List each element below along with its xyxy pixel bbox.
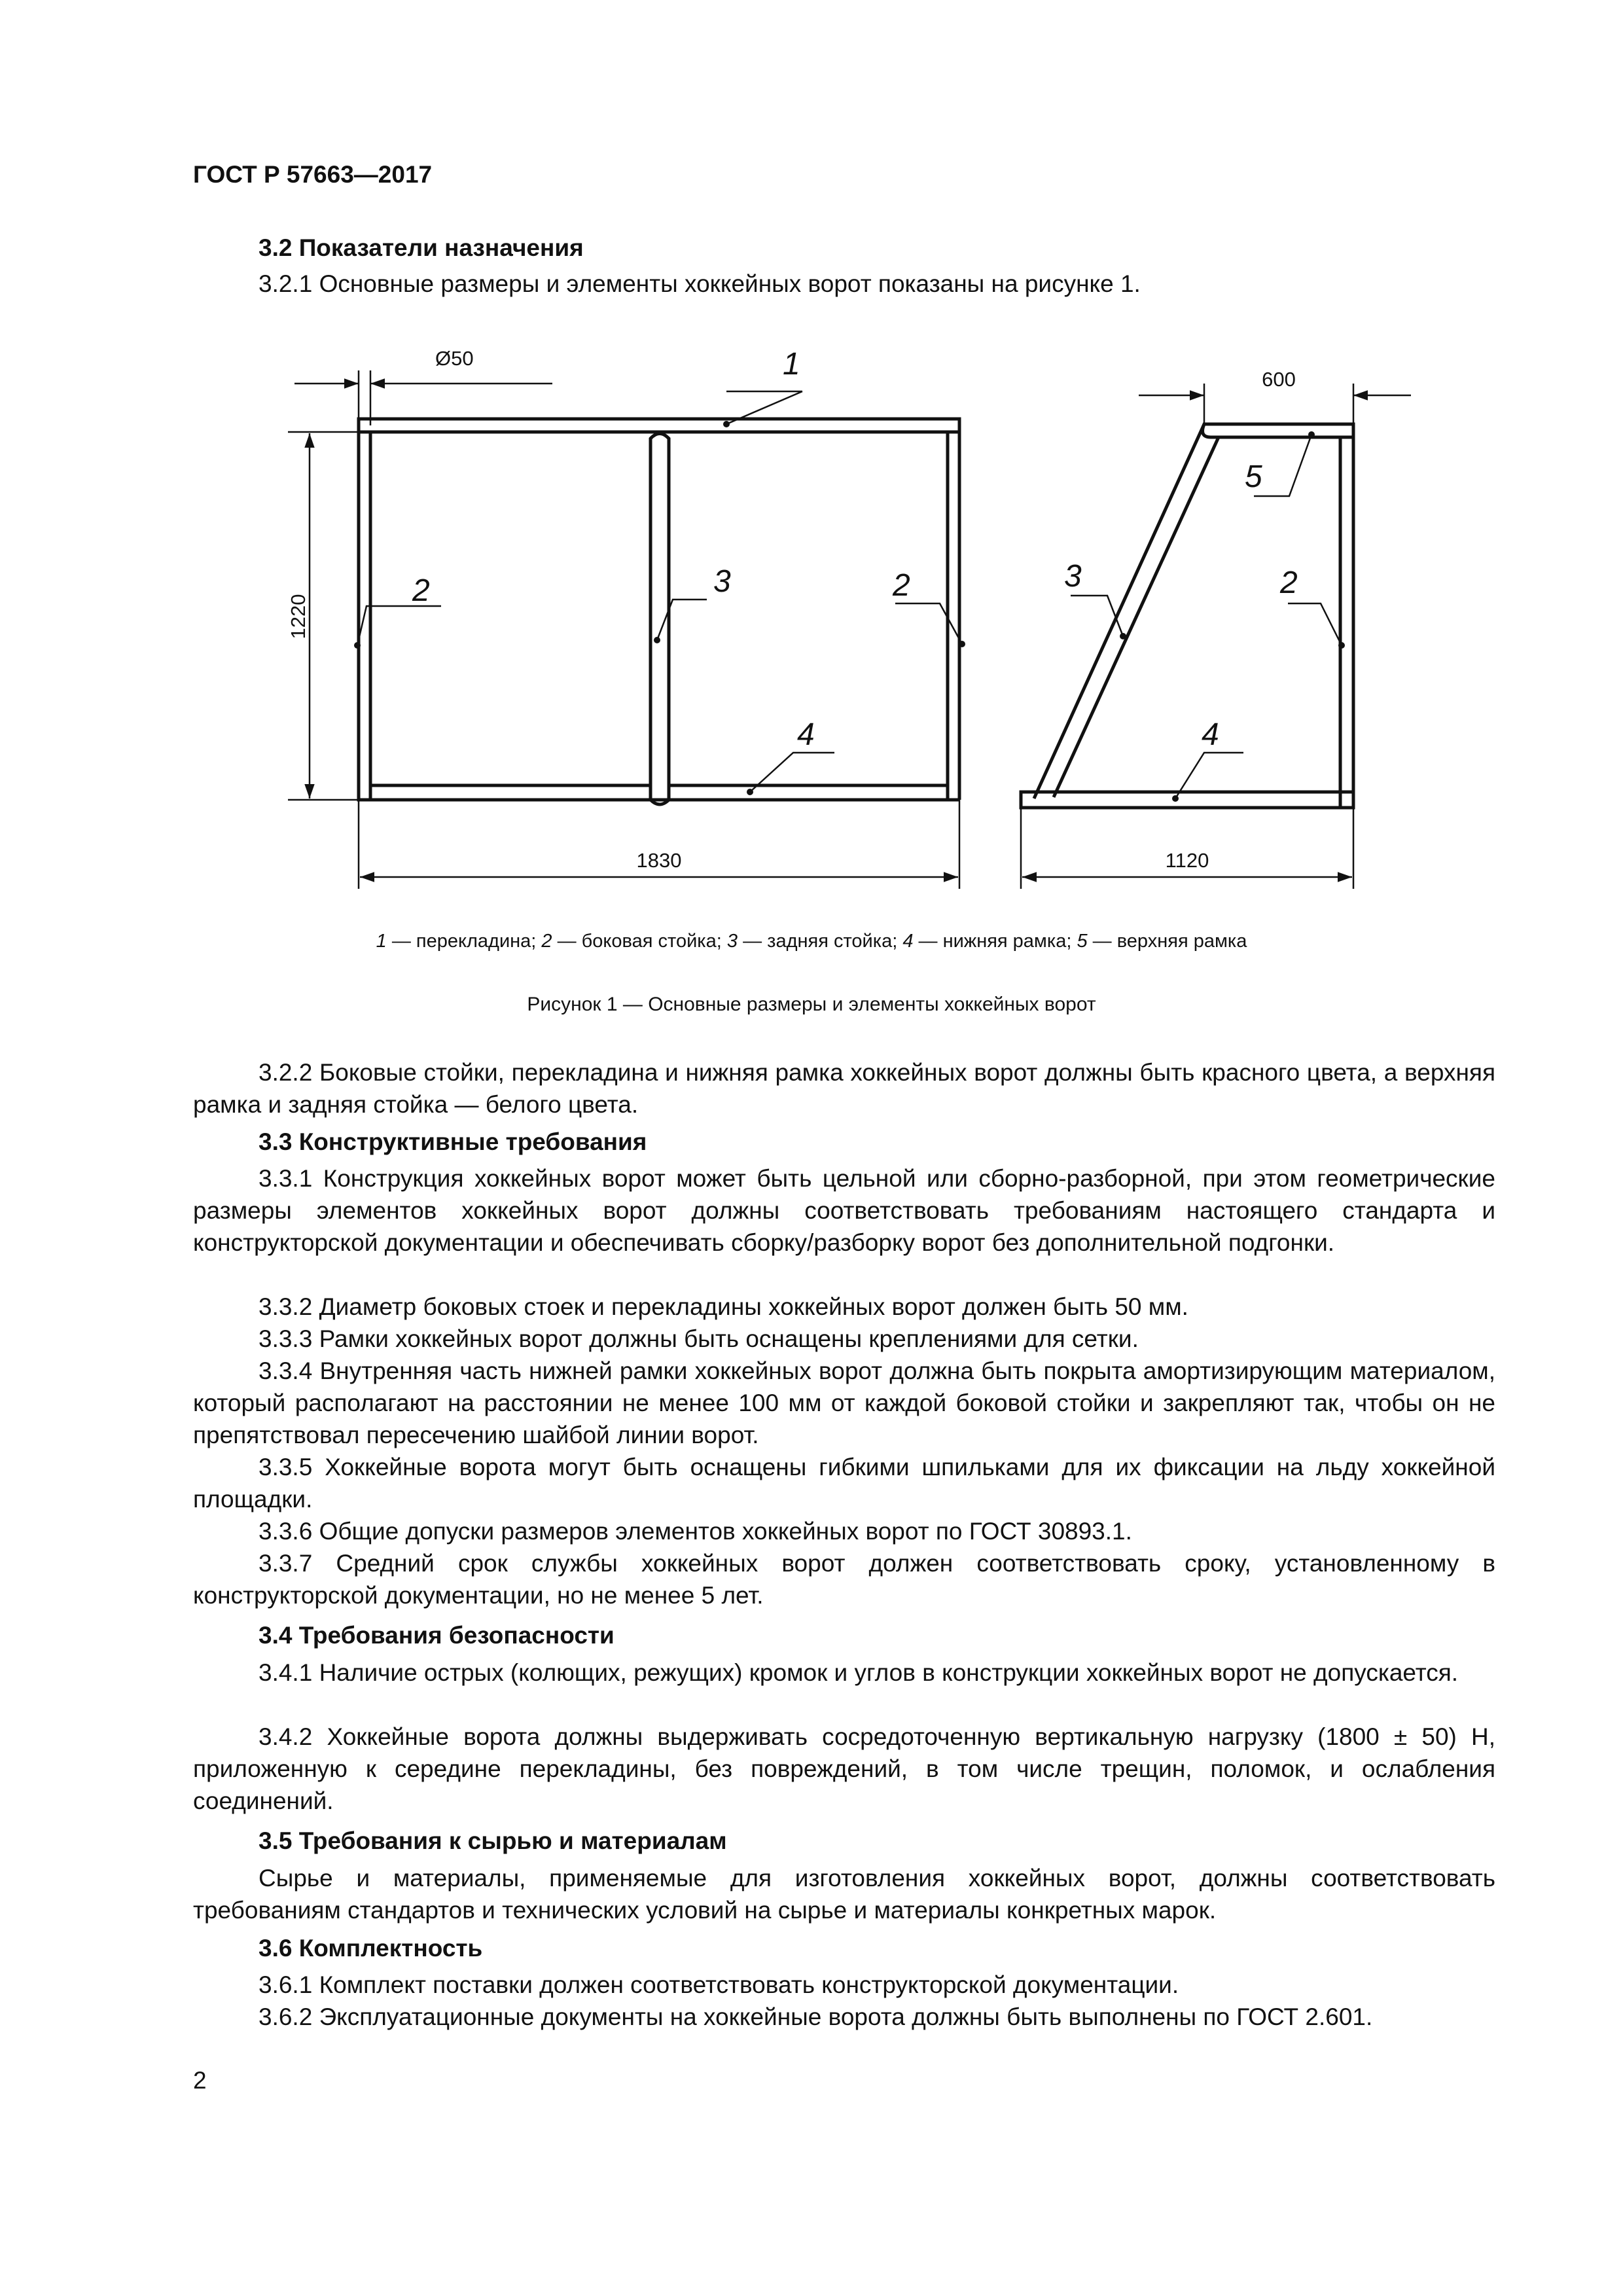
dim-width: 1830 [636,849,682,872]
top-frame [1203,424,1353,437]
paragraph-3-4-2: 3.4.2 Хоккейные ворота должны выдерживать сосредоточенную вертикальную нагрузку (1800 ± 50) Н, приложенную к середине перекладины, без повреждений, в том числе трещин, поломок, и ослабления соединений. [193,1723,1495,1814]
paragraph-3-4-1: 3.4.1 Наличие острых (колющих, режущих) кромок и углов в конструкции хоккейных ворот не допускается. [259,1659,1459,1686]
paragraph-3-3-4: 3.3.4 Внутренняя часть нижней рамки хоккейных ворот должна быть покрыта амортизирующим материалом, который располагают на расстоянии не менее 100 мм от каждой боковой стойки и закрепляют так, чтобы он не препятствовал пересечению шайбой линии ворот. [193,1357,1495,1448]
section-3-2-title: 3.2 Показатели назначения [259,234,584,261]
section-3-3-title: 3.3 Конструктивные требования [259,1128,647,1155]
leader-2-side [1288,603,1342,645]
leader-5 [1254,435,1311,496]
section-3-4-title: 3.4 Требования безопасности [259,1622,615,1649]
crossbar [359,419,959,432]
callout-5: 5 [1245,459,1262,494]
dim-diameter: Ø50 [435,347,474,370]
callout-2-right: 2 [893,568,910,603]
figure-caption: Рисунок 1 — Основные размеры и элементы хоккейных ворот [527,994,1096,1015]
leader-3-side [1071,596,1123,636]
dim-height: 1220 [287,594,310,639]
callout-3-side: 3 [1064,559,1082,594]
paragraph-3-6-1: 3.6.1 Комплект поставки должен соответствовать конструкторской документации. [259,1971,1179,1998]
bottom-frame-side-view [1021,792,1353,808]
dim-top-depth: 600 [1262,368,1296,391]
figure-legend: 1 — перекладина; 2 — боковая стойка; 3 — задняя стойка; 4 — нижняя рамка; 5 — верхняя рамка [376,931,1247,952]
paragraph-3-5: Сырье и материалы, применяемые для изготовления хоккейных ворот, должны соответствовать требованиям стандартов и технических условий на сырье и материалы конкретных марок. [193,1865,1495,1924]
callout-4-front: 4 [797,717,815,752]
paragraph-3-6-2: 3.6.2 Эксплуатационные документы на хоккейные ворота должны быть выполнены по ГОСТ 2.601. [259,2003,1373,2030]
leader-3-front [657,600,707,640]
paragraph-3-2-2: 3.2.2 Боковые стойки, перекладина и нижняя рамка хоккейных ворот должны быть красного цвета, а верхняя рамка и задняя стойка — белого цвета. [193,1059,1495,1118]
paragraph-3-3-2: 3.3.2 Диаметр боковых стоек и перекладины хоккейных ворот должен быть 50 мм. [259,1293,1188,1320]
side-post-side-view [1340,424,1353,808]
back-post-slanted [1034,424,1219,798]
paragraph-3-3-1: 3.3.1 Конструкция хоккейных ворот может быть цельной или сборно-разборной, при этом геометрические размеры элементов хоккейных ворот должны соответствовать требованиям настоящего стандарта и конструкторской документации и обеспечивать сборку/разборку ворот без дополнительной подгонки. [193,1165,1495,1256]
paragraph-3-2-1: 3.2.1 Основные размеры и элементы хоккейных ворот показаны на рисунке 1. [259,270,1141,297]
paragraph-3-3-5: 3.3.5 Хоккейные ворота могут быть оснащены гибкими шпильками для их фиксации на льду хоккейной площадки. [193,1454,1495,1513]
dim-depth: 1120 [1165,849,1209,872]
page-number: 2 [193,2067,207,2094]
callout-2-side: 2 [1280,565,1298,600]
paragraph-3-3-3: 3.3.3 Рамки хоккейных ворот должны быть оснащены креплениями для сетки. [259,1325,1139,1352]
callout-2-left: 2 [412,573,430,608]
callout-1: 1 [783,347,800,382]
figure-hockey-goal [0,0,1623,929]
paragraph-3-3-6: 3.3.6 Общие допуски размеров элементов хоккейных ворот по ГОСТ 30893.1. [259,1518,1132,1545]
callout-4-side: 4 [1202,717,1219,752]
paragraph-3-3-7: 3.3.7 Средний срок службы хоккейных ворот должен соответствовать сроку, установленному в конструкторской документации, но не менее 5 лет. [193,1550,1495,1609]
document-header: ГОСТ Р 57663—2017 [193,161,433,188]
side-post-right [948,419,959,800]
leader-2-right [895,603,962,644]
section-3-5-title: 3.5 Требования к сырью и материалам [259,1827,727,1854]
bottom-frame-front-view [370,785,948,800]
callout-3-front: 3 [713,564,731,599]
section-3-6-title: 3.6 Комплектность [259,1935,483,1962]
